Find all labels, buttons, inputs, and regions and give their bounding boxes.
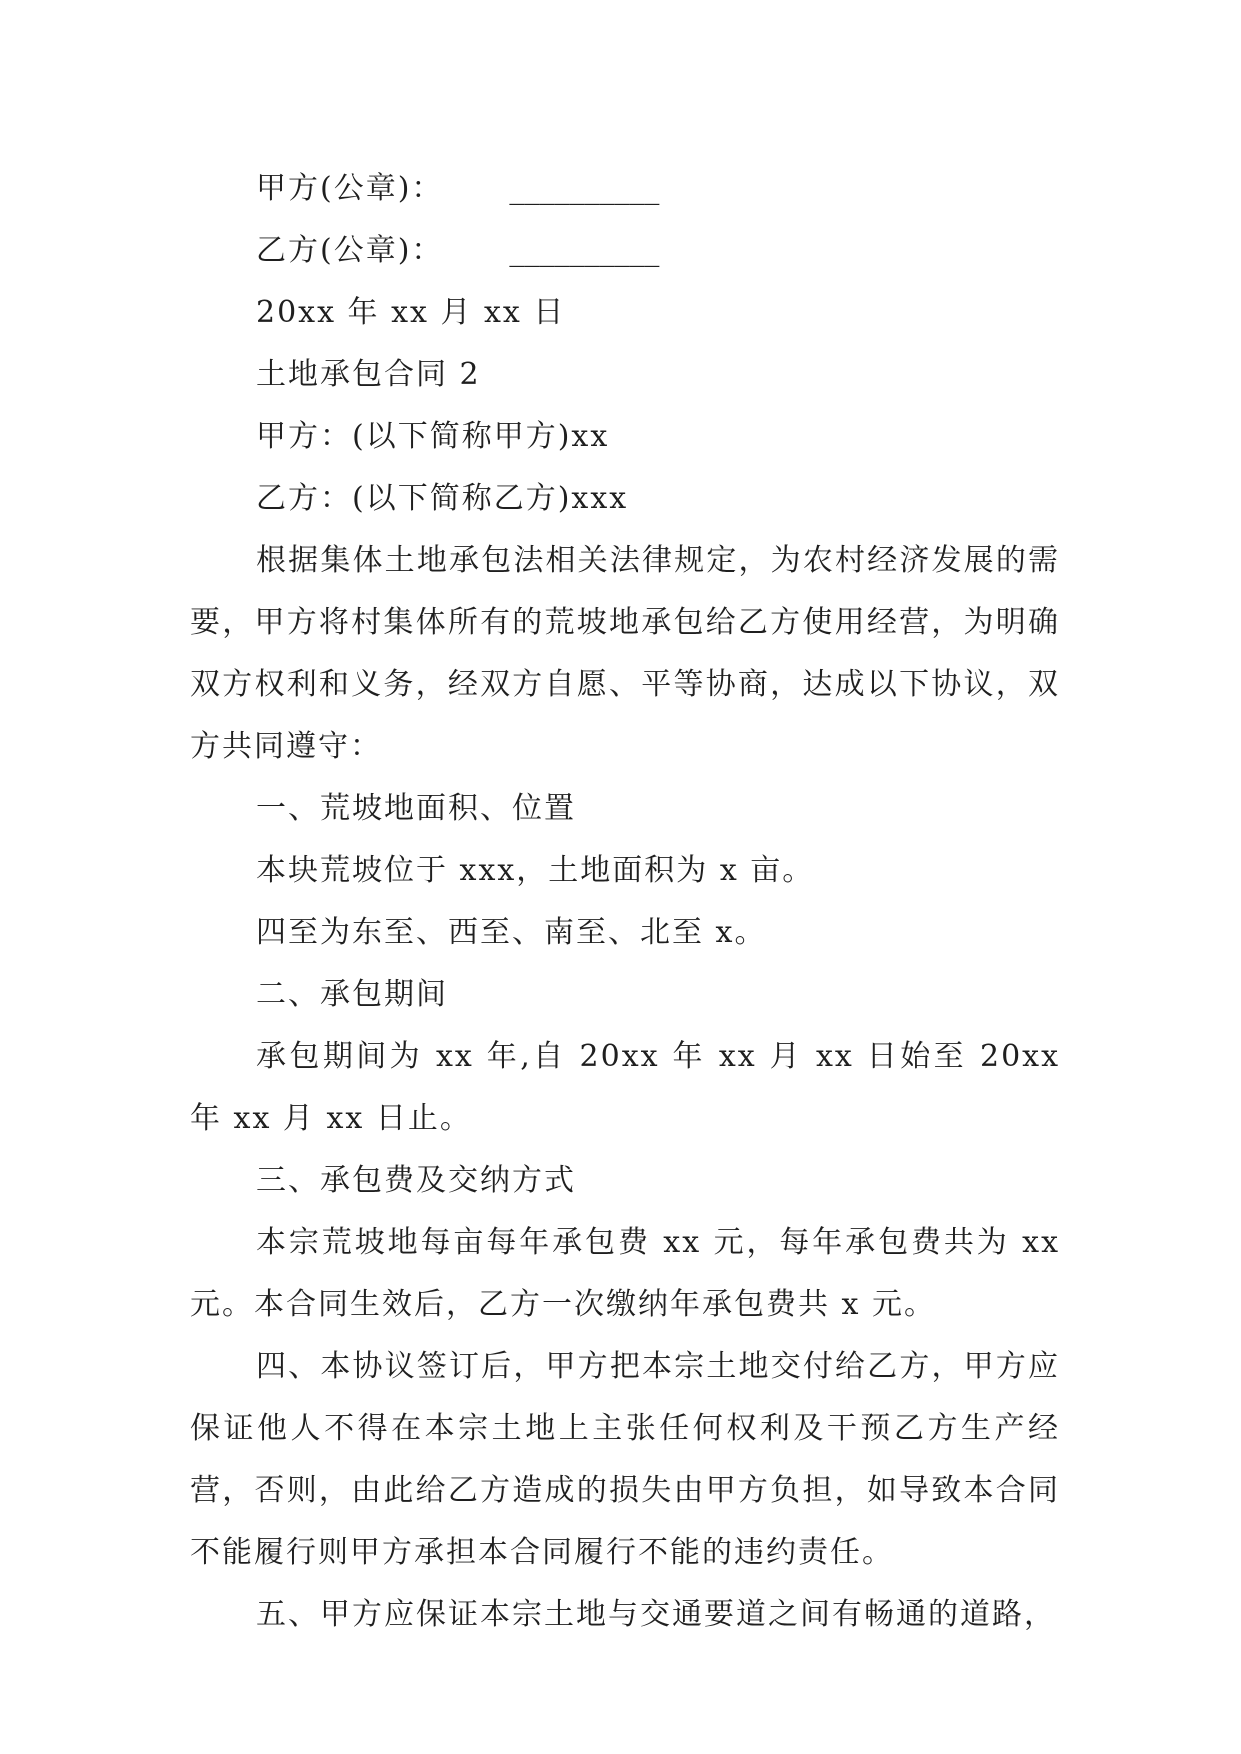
- party-b-seal-line: [190, 220, 1060, 282]
- section3-heading: 三、承包费及交纳方式: [256, 1163, 576, 1198]
- party-b-line: 乙方：(以下简称乙方)xxx: [256, 481, 629, 516]
- section2-heading: 二、承包期间: [256, 977, 448, 1012]
- section1-heading: 一、荒坡地面积、位置: [256, 791, 576, 826]
- party-b-seal-blank: __________: [509, 233, 660, 268]
- section2-paragraph: 承包期间为 xx 年,自 20xx 年 xx 月 xx 日始至 20xx 年 xx 月 xx 日止。: [190, 1039, 1060, 1136]
- section5-paragraph: 五、甲方应保证本宗土地与交通要道之间有畅通的道路，: [256, 1597, 1056, 1632]
- party-a-seal-line: [190, 158, 1060, 220]
- party-b-seal-label: 乙方(公章)：: [256, 233, 444, 268]
- section1-location: 本块荒坡位于 xxx，土地面积为 x 亩。: [256, 853, 815, 888]
- party-a-line: 甲方：(以下简称甲方)xx: [256, 419, 610, 454]
- document-body: [190, 158, 1060, 1646]
- party-a-seal-blank: __________: [509, 171, 660, 206]
- section4-paragraph: 四、本协议签订后，甲方把本宗土地交付给乙方，甲方应保证他人不得在本宗土地上主张任何权利及干预乙方生产经营，否则，由此给乙方造成的损失由甲方负担，如导致本合同不能履行则甲方承担本合同履行不能的违约责任。: [190, 1349, 1060, 1570]
- contract-title: 土地承包合同 2: [256, 357, 481, 392]
- party-a-seal-label: 甲方(公章)：: [256, 171, 444, 206]
- intro-paragraph: 根据集体土地承包法相关法律规定，为农村经济发展的需要，甲方将村集体所有的荒坡地承包给乙方使用经营，为明确双方权利和义务，经双方自愿、平等协商，达成以下协议，双方共同遵守：: [190, 543, 1060, 764]
- section3-paragraph: 本宗荒坡地每亩每年承包费 xx 元，每年承包费共为 xx 元。本合同生效后，乙方一次缴纳年承包费共 x 元。: [190, 1225, 1060, 1322]
- signing-date: 20xx 年 xx 月 xx 日: [256, 295, 566, 330]
- section1-boundaries: 四至为东至、西至、南至、北至 x。: [256, 915, 767, 950]
